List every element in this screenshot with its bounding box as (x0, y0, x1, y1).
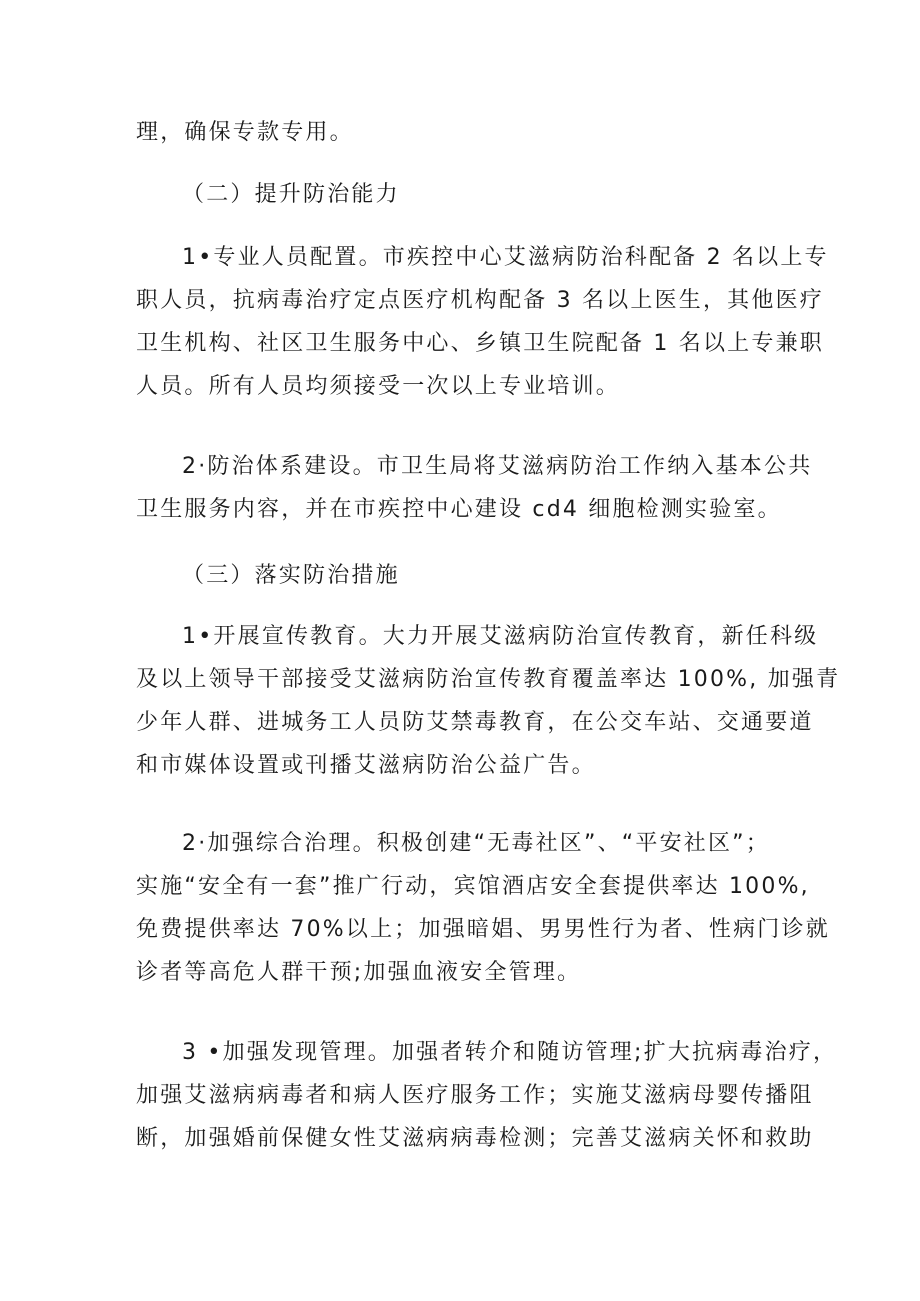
text-line: 和市媒体设置或刊播艾滋病防治公益广告。 (136, 753, 596, 778)
text-line: 诊者等高危人群干预;加强血液安全管理。 (136, 960, 582, 985)
text-line: 理，确保专款专用。 (136, 120, 354, 145)
text-line: 职人员，抗病毒治疗定点医疗机构配备 3 名以上医生，其他医疗 (136, 288, 824, 313)
text-line: 加强艾滋病病毒者和病人医疗服务工作；实施艾滋病母婴传播阻 (136, 1083, 814, 1108)
text-line: 卫生机构、社区卫生服务中心、乡镇卫生院配备 1 名以上专兼职 (136, 331, 824, 356)
text-line: 3 •加强发现管理。加强者转介和随访管理;扩大抗病毒治疗， (182, 1040, 838, 1065)
text-line: 实施“安全有一套”推广行动，宾馆酒店安全套提供率达 100%, (136, 874, 810, 899)
text-line: 及以上领导干部接受艾滋病防治宣传教育覆盖率达 100%, 加强青 (136, 667, 841, 692)
text-line: 少年人群、进城务工人员防艾禁毒教育，在公交车站、交通要道 (136, 710, 814, 735)
text-line: 1•开展宣传教育。大力开展艾滋病防治宣传教育，新任科级 (182, 624, 819, 649)
text-line: 2·防治体系建设。市卫生局将艾滋病防治工作纳入基本公共 (182, 454, 813, 479)
text-line: 免费提供率达 70%以上；加强暗娼、男男性行为者、性病门诊就 (136, 917, 830, 942)
text-line: 2·加强综合治理。积极创建“无毒社区”、“平安社区”； (182, 831, 770, 856)
section-heading: （二）提升防治能力 (182, 182, 400, 207)
text-line: 1•专业人员配置。市疾控中心艾滋病防治科配备 2 名以上专 (182, 245, 829, 270)
text-line: 人员。所有人员均须接受一次以上专业培训。 (136, 374, 621, 399)
text-line: 断，加强婚前保健女性艾滋病病毒检测；完善艾滋病关怀和救助 (136, 1126, 814, 1151)
text-line: 卫生服务内容，并在市疾控中心建设 cd4 细胞检测实验室。 (136, 497, 782, 522)
section-heading: （三）落实防治措施 (182, 563, 400, 588)
